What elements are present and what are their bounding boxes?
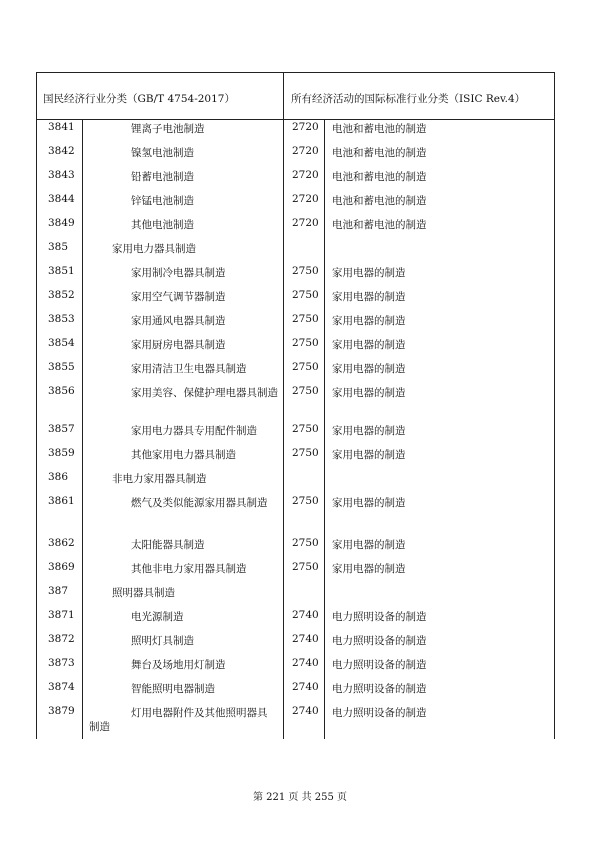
row-isic-name: 家用电器的制造 (332, 425, 406, 437)
row-isic-code: 2740 (292, 681, 319, 693)
row-isic-name: 电池和蓄电池的制造 (332, 171, 427, 183)
row-isic-code: 2740 (292, 609, 319, 621)
row-code: 3856 (48, 385, 75, 397)
table-row (37, 657, 554, 677)
row-code: 3853 (48, 313, 75, 325)
row-code: 387 (48, 585, 69, 597)
row-code: 3855 (48, 361, 75, 373)
row-3879-name-continuation: 制造 (89, 721, 110, 733)
row-isic-name: 家用电器的制造 (332, 497, 406, 509)
row-code: 3852 (48, 289, 75, 301)
row-isic-name: 电力照明设备的制造 (332, 683, 427, 695)
row-name: 家用美容、保健护理电器具制造 (131, 387, 278, 399)
header-divider (37, 119, 554, 120)
row-isic-name: 家用电器的制造 (332, 387, 406, 399)
table-row (37, 169, 554, 189)
row-isic-name: 家用电器的制造 (332, 449, 406, 461)
row-name: 锂离子电池制造 (131, 123, 205, 135)
table-row (37, 537, 554, 557)
row-isic-name: 家用电器的制造 (332, 339, 406, 351)
row-isic-name: 家用电器的制造 (332, 363, 406, 375)
row-name: 舞台及场地用灯制造 (131, 659, 226, 671)
row-isic-name: 家用电器的制造 (332, 563, 406, 575)
header-right: 所有经济活动的国际标准行业分类（ISIC Rev.4） (291, 93, 526, 105)
row-code: 3851 (48, 265, 75, 277)
row-code: 3862 (48, 537, 75, 549)
row-code: 3842 (48, 145, 75, 157)
table-row (37, 337, 554, 357)
table-row (37, 217, 554, 237)
row-code: 3873 (48, 657, 75, 669)
row-isic-code: 2750 (292, 361, 319, 373)
row-isic-code: 2720 (292, 169, 319, 181)
row-name: 电光源制造 (131, 611, 184, 623)
row-isic-name: 电力照明设备的制造 (332, 707, 427, 719)
classification-table (36, 72, 555, 739)
header-left: 国民经济行业分类（GB/T 4754-2017） (43, 93, 235, 105)
row-code: 3871 (48, 609, 75, 621)
table-row (37, 361, 554, 381)
table-row (37, 609, 554, 629)
table-row (37, 633, 554, 653)
row-code: 3874 (48, 681, 75, 693)
table-row (37, 121, 554, 141)
row-isic-code: 2750 (292, 423, 319, 435)
row-isic-name: 电力照明设备的制造 (332, 611, 427, 623)
row-isic-name: 电池和蓄电池的制造 (332, 219, 427, 231)
row-name: 家用制冷电器具制造 (131, 267, 226, 279)
row-code: 3854 (48, 337, 75, 349)
table-row (37, 705, 554, 725)
row-isic-code: 2740 (292, 705, 319, 717)
table-row (37, 385, 554, 405)
row-name: 家用清洁卫生电器具制造 (131, 363, 247, 375)
table-row (37, 447, 554, 467)
row-name: 其他家用电力器具制造 (131, 449, 236, 461)
row-isic-name: 家用电器的制造 (332, 267, 406, 279)
row-isic-code: 2740 (292, 633, 319, 645)
row-name: 家用电力器具专用配件制造 (131, 425, 257, 437)
row-code: 3843 (48, 169, 75, 181)
row-name: 照明器具制造 (112, 587, 175, 599)
row-name: 锌锰电池制造 (131, 195, 194, 207)
row-isic-name: 电池和蓄电池的制造 (332, 147, 427, 159)
table-row (37, 241, 554, 261)
row-code: 3872 (48, 633, 75, 645)
page-number: 第 221 页 共 255 页 (252, 792, 348, 803)
row-code: 3849 (48, 217, 75, 229)
row-name: 燃气及类似能源家用器具制造 (131, 497, 268, 509)
row-isic-name: 家用电器的制造 (332, 539, 406, 551)
row-isic-name: 家用电器的制造 (332, 291, 406, 303)
row-isic-code: 2750 (292, 495, 319, 507)
row-code: 3844 (48, 193, 75, 205)
row-name: 非电力家用器具制造 (112, 473, 207, 485)
row-name: 太阳能器具制造 (131, 539, 205, 551)
row-code: 3857 (48, 423, 75, 435)
row-isic-code: 2720 (292, 217, 319, 229)
row-isic-code: 2750 (292, 447, 319, 459)
row-name: 铅蓄电池制造 (131, 171, 194, 183)
row-name: 其他非电力家用器具制造 (131, 563, 247, 575)
table-row (37, 585, 554, 605)
row-isic-name: 电池和蓄电池的制造 (332, 195, 427, 207)
row-name: 家用电力器具制造 (112, 243, 196, 255)
row-isic-code: 2740 (292, 657, 319, 669)
table-row (37, 313, 554, 333)
row-isic-code: 2720 (292, 145, 319, 157)
row-code: 3841 (48, 121, 75, 133)
row-isic-code: 2750 (292, 337, 319, 349)
row-name: 其他电池制造 (131, 219, 194, 231)
row-name: 家用厨房电器具制造 (131, 339, 226, 351)
row-code: 3879 (48, 705, 75, 717)
row-name: 家用空气调节器制造 (131, 291, 226, 303)
row-name: 智能照明电器制造 (131, 683, 215, 695)
row-code: 386 (48, 471, 69, 483)
table-row (37, 681, 554, 701)
row-isic-code: 2720 (292, 193, 319, 205)
row-name: 家用通风电器具制造 (131, 315, 226, 327)
row-code: 385 (48, 241, 69, 253)
table-row (37, 145, 554, 165)
row-isic-name: 电池和蓄电池的制造 (332, 123, 427, 135)
row-name: 照明灯具制造 (131, 635, 194, 647)
row-isic-code: 2720 (292, 121, 319, 133)
table-row (37, 561, 554, 581)
row-isic-code: 2750 (292, 265, 319, 277)
row-isic-name: 电力照明设备的制造 (332, 659, 427, 671)
row-name: 镍氢电池制造 (131, 147, 194, 159)
table-row (37, 289, 554, 309)
row-name: 灯用电器附件及其他照明器具 (131, 707, 268, 719)
table-row (37, 471, 554, 491)
row-isic-code: 2750 (292, 537, 319, 549)
row-isic-name: 家用电器的制造 (332, 315, 406, 327)
row-isic-name: 电力照明设备的制造 (332, 635, 427, 647)
row-code: 3859 (48, 447, 75, 459)
row-isic-code: 2750 (292, 385, 319, 397)
row-isic-code: 2750 (292, 561, 319, 573)
row-code: 3861 (48, 495, 75, 507)
table-row (37, 495, 554, 515)
row-isic-code: 2750 (292, 313, 319, 325)
table-row (37, 193, 554, 213)
table-row (37, 265, 554, 285)
table-row (37, 423, 554, 443)
row-code: 3869 (48, 561, 75, 573)
row-isic-code: 2750 (292, 289, 319, 301)
